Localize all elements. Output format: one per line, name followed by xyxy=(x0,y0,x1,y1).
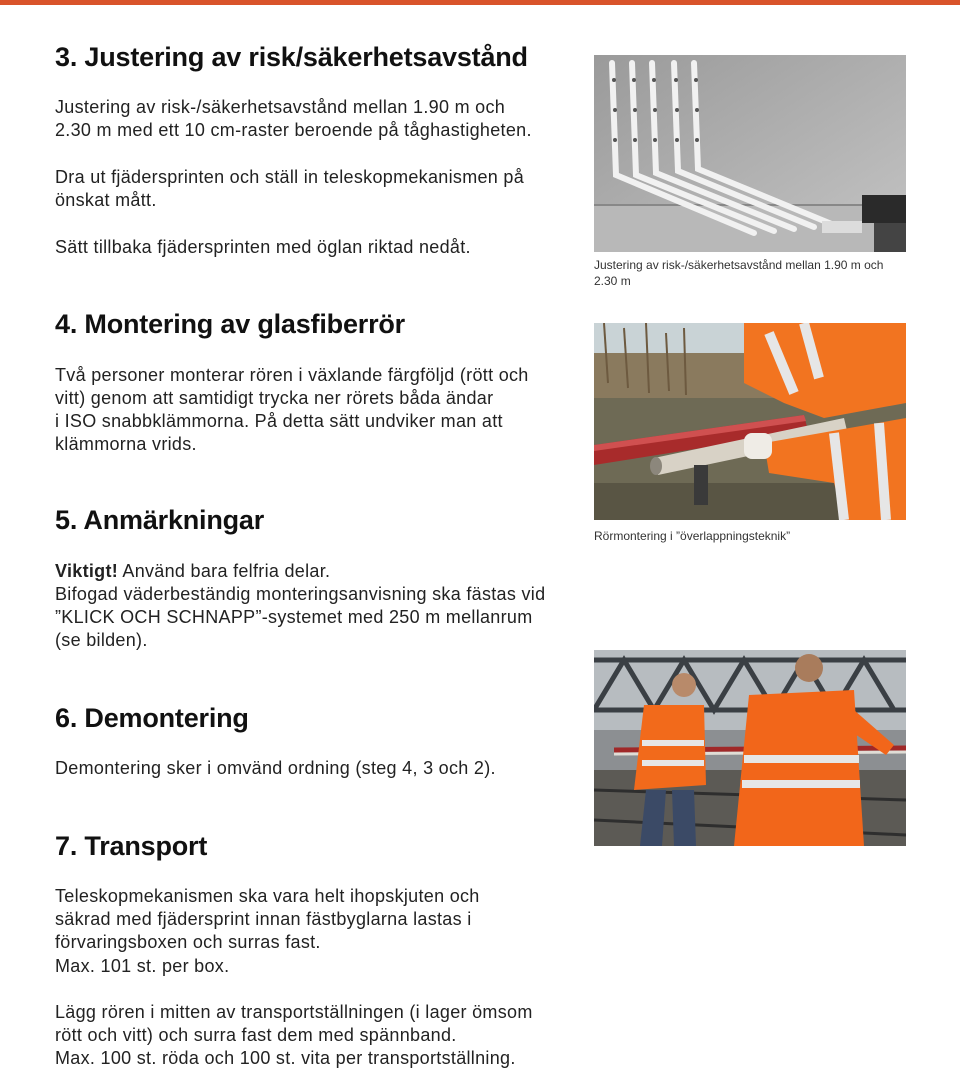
section-3-text-3: Sätt tillbaka fjädersprinten med öglan riktad nedåt. xyxy=(55,237,471,257)
section-6-heading: 6. Demontering xyxy=(55,703,249,733)
section-7-text-1d: Max. 101 st. per box. xyxy=(55,956,230,976)
section-4-heading: 4. Montering av glasfiberrör xyxy=(55,309,405,339)
section-7-text-2c: Max. 100 st. röda och 100 st. vita per transportställning. xyxy=(55,1048,516,1068)
section-5-heading: 5. Anmärkningar xyxy=(55,505,265,535)
photo-2-caption: Rörmontering i ”överlappningsteknik” xyxy=(594,529,791,543)
section-7-heading: 7. Transport xyxy=(55,831,208,861)
bracket-adjustment-photo xyxy=(594,55,906,252)
section-4-text-4: klämmorna vrids. xyxy=(55,434,197,454)
section-7-text-2a: Lägg rören i mitten av transportställningen (i lager ömsom xyxy=(55,1002,533,1022)
pipe-mounting-photo xyxy=(594,323,906,520)
section-6-text-1: Demontering sker i omvänd ordning (steg 4, 3 och 2). xyxy=(55,758,496,778)
section-5-text-1-rest: Använd bara felfria delar. xyxy=(118,561,331,581)
section-4-text-1: Två personer monterar rören i växlande färgföljd (rött och xyxy=(55,365,529,385)
section-7-text-1c: förvaringsboxen och surras fast. xyxy=(55,932,321,952)
section-7-text-1b: säkrad med fjädersprint innan fästbyglarna lastas i xyxy=(55,909,472,929)
section-4-text-3: i ISO snabbklämmorna. På detta sätt undviker man att xyxy=(55,411,503,431)
section-5-text-4: (se bilden). xyxy=(55,630,148,650)
section-3-text-1b: 2.30 m med ett 10 cm-raster beroende på tåghastigheten. xyxy=(55,120,532,140)
section-3-text-2a: Dra ut fjädersprinten och ställ in teleskopmekanismen på xyxy=(55,167,525,187)
section-7-text-2b: rött och vitt) och surra fast dem med spännband. xyxy=(55,1025,457,1045)
photo-1-caption-line-1: Justering av risk-/säkerhetsavstånd mellan 1.90 m och xyxy=(594,258,884,272)
section-3-heading: 3. Justering av risk/säkerhetsavstånd xyxy=(55,42,528,72)
section-5-text-1 xyxy=(55,560,330,584)
section-4-text-2: vitt) genom att samtidigt trycka ner rörets båda ändar xyxy=(55,388,494,408)
section-3-text-1a: Justering av risk-/säkerhetsavstånd mellan 1.90 m och xyxy=(55,97,506,117)
section-5-text-2: Bifogad väderbeständig monteringsanvisning ska fästas vid xyxy=(55,584,546,604)
section-5-text-3: ”KLICK OCH SCHNAPP”-systemet med 250 m mellanrum xyxy=(55,607,533,627)
section-3-text-2b: önskat mått. xyxy=(55,190,157,210)
section-7-text-1a: Teleskopmekanismen ska vara helt ihopskjuten och xyxy=(55,886,480,906)
important-label: Viktigt! xyxy=(55,561,119,581)
top-accent-bar xyxy=(0,0,960,5)
workers-bridge-photo xyxy=(594,650,906,846)
photo-1-caption-line-2: 2.30 m xyxy=(594,274,631,288)
